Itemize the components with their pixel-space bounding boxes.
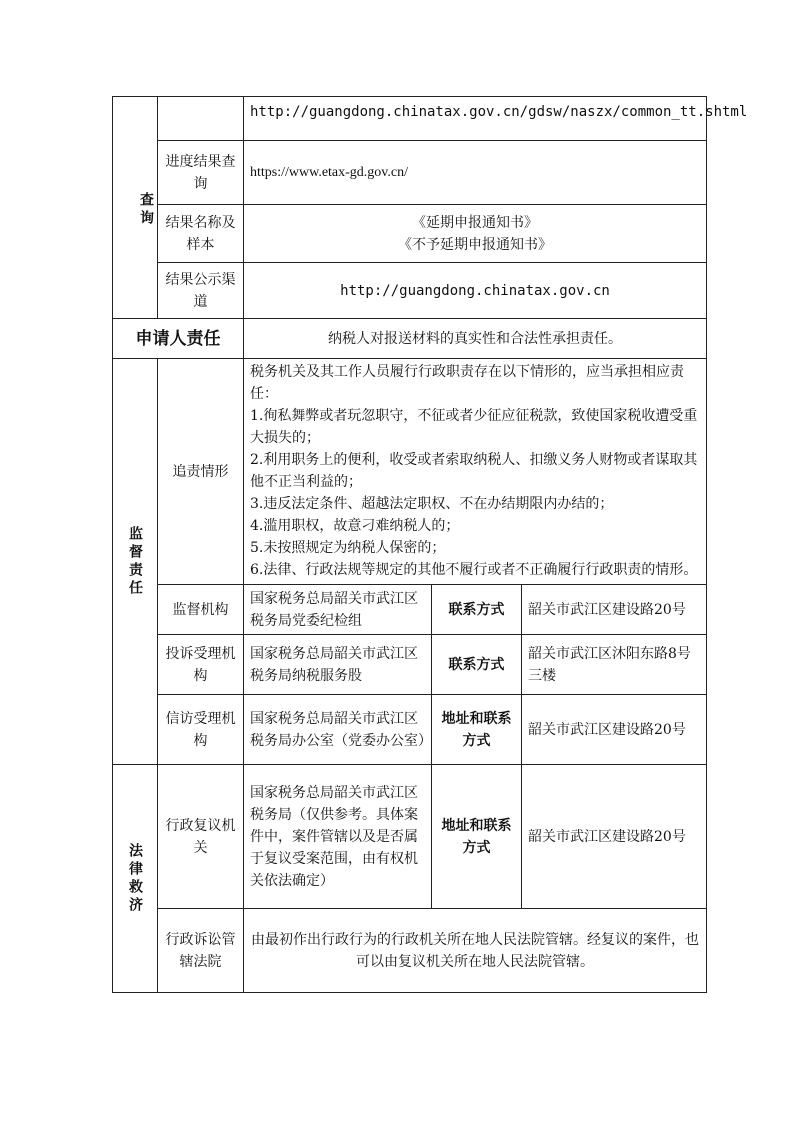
accountability-label: 追责情形 (158, 359, 244, 585)
progress-query-url: https://www.etax-gd.gov.cn/ (244, 141, 707, 205)
litigation-court-text: 由最初作出行政行为的行政机关所在地人民法院管辖。经复议的案件，也可以由复议机关所在地人民法院管辖。 (244, 909, 707, 993)
publish-channel-url: http://guangdong.chinatax.gov.cn (244, 263, 707, 319)
accountability-line: 1.徇私舞弊或者玩忽职守，不征或者少征应征税款，致使国家税收遭受重大损失的； (250, 408, 698, 446)
complaint-body-org: 国家税务总局韶关市武江区税务局纳税服务股 (244, 635, 432, 695)
result-name-2: 《不予延期申报通知书》 (398, 236, 552, 253)
applicant-responsibility-label: 申请人责任 (113, 319, 244, 359)
service-guide-table (112, 96, 748, 993)
supervisory-body-contact-label: 联系方式 (432, 585, 522, 635)
petition-body-org: 国家税务总局韶关市武江区税务局办公室（党委办公室） (244, 695, 432, 765)
applicant-responsibility-text: 纳税人对报送材料的真实性和合法性承担责任。 (244, 319, 707, 359)
admin-review-contact: 韶关市武江区建设路20号 (522, 765, 707, 909)
supervisory-body-label: 监督机构 (158, 585, 244, 635)
result-name-1: 《延期申报通知书》 (412, 214, 538, 231)
complaint-body-contact: 韶关市武江区沐阳东路8号三楼 (522, 635, 707, 695)
legal-remedy-section-label: 法律救济 (113, 765, 158, 993)
result-name-values (244, 205, 707, 263)
supervisory-body-org: 国家税务总局韶关市武江区税务局党委纪检组 (244, 585, 432, 635)
petition-body-contact-label: 地址和联系方式 (432, 695, 522, 765)
query-section-label: 查询 (113, 97, 158, 319)
accountability-line: 2.利用职务上的便利，收受或者索取纳税人、扣缴义务人财物或者谋取其他不正当利益的； (250, 452, 698, 490)
accountability-line: 6.法律、行政法规等规定的其他不履行或者不正确履行行政职责的情形。 (250, 562, 698, 578)
accountability-text (244, 359, 707, 585)
supervisory-body-contact: 韶关市武江区建设路20号 (522, 585, 707, 635)
complaint-body-contact-label: 联系方式 (432, 635, 522, 695)
result-name-label: 结果名称及样本 (158, 205, 244, 263)
accountability-line: 5.未按照规定为纳税人保密的； (250, 540, 446, 556)
complaint-body-label: 投诉受理机构 (158, 635, 244, 695)
admin-review-contact-label: 地址和联系方式 (432, 765, 522, 909)
progress-query-label: 进度结果查询 (158, 141, 244, 205)
petition-body-contact: 韶关市武江区建设路20号 (522, 695, 707, 765)
query-url-label-cell (158, 97, 244, 141)
accountability-line: 3.违反法定条件、超越法定职权、不在办结期限内办结的； (250, 496, 614, 512)
supervision-section-label: 监督责任 (113, 359, 158, 765)
query-url: http://guangdong.chinatax.gov.cn/gdsw/naszx/common_tt.shtml (244, 97, 707, 141)
petition-body-label: 信访受理机构 (158, 695, 244, 765)
publish-channel-label: 结果公示渠道 (158, 263, 244, 319)
litigation-court-label: 行政诉讼管辖法院 (158, 909, 244, 993)
admin-review-label: 行政复议机关 (158, 765, 244, 909)
admin-review-org: 国家税务总局韶关市武江区税务局（仅供参考。具体案件中，案件管辖以及是否属于复议受案范围，由有权机关依法确定） (244, 765, 432, 909)
accountability-line: 4.滥用职权，故意刁难纳税人的； (250, 518, 460, 534)
accountability-line: 税务机关及其工作人员履行行政职责存在以下情形的，应当承担相应责任： (250, 364, 684, 402)
